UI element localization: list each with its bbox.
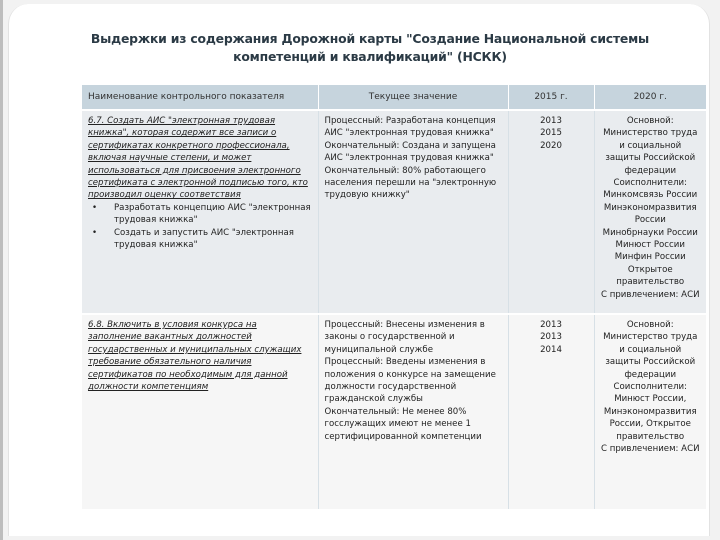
- header-2015: 2015 г.: [508, 85, 594, 110]
- left-accent-bar: [0, 0, 3, 540]
- current-value-cell: Процессный: Разработана концепция АИС "электронная трудовая книжка" Окончательный: Создана и запущена АИС "электронная трудовая книжка" Окончательный: 80% работающего населения перешли на "электронную трудовую книжку": [318, 110, 508, 314]
- header-indicator: Наименование контрольного показателя: [82, 85, 318, 110]
- indicator-cell: [82, 314, 318, 509]
- year-2015-cell: 2013 2013 2014: [508, 314, 594, 509]
- header-2020: 2020 г.: [594, 85, 706, 110]
- bullet-icon: •: [92, 227, 98, 238]
- table-row: [82, 110, 706, 314]
- current-value-cell: Процессный: Внесены изменения в законы о государственной и муниципальной службе Процессный: Введены изменения в положения о конкурсе на замещение должности государственной гражданской службы Окончательный: Не менее 80% госслужащих имеют не менее 1 сертифицированной компетенции: [318, 314, 508, 509]
- header-current: Текущее значение: [318, 85, 508, 110]
- bullet-list: [88, 202, 312, 252]
- list-item: • Создать и запустить АИС "электронная трудовая книжка": [92, 227, 294, 251]
- list-item: • Разработать концепцию АИС "электронная трудовая книжка": [92, 202, 311, 226]
- indicator-text: 6.8. Включить в условия конкурса на заполнение вакантных должностей государственных и муниципальных служащих требование обязательного наличия сертификатов по необходимым для данной должности компетенциям: [88, 320, 302, 393]
- page-title: Выдержки из содержания Дорожной карты "Создание Национальной системы компетенций и квалификаций" (НСКК): [90, 31, 650, 64]
- indicator-text: 6.7. Создать АИС "электронная трудовая книжка", которая содержит все записи о сертификатах конкретного профессионала, включая научные степени, и может использоваться для присвоения электронного сертификата с электронной подписью того, кто производил оценку соответствия: [88, 116, 308, 201]
- table-row: [82, 314, 706, 509]
- roadmap-table: [82, 85, 706, 509]
- year-2020-cell: Основной: Министерство труда и социальной защиты Российской федерации Соисполнители: Минкомсвязь России Минэкономразвития России Минобрнауки России Минюст России Минфин России Открытое правительство С привлечением: АСИ: [594, 110, 706, 314]
- indicator-cell: [82, 110, 318, 314]
- bullet-icon: •: [92, 202, 98, 213]
- year-2020-cell: Основной: Министерство труда и социальной защиты Российской федерации Соисполнители: Минюст России, Минэкономразвития России, Открытое правительство С привлечением: АСИ: [594, 314, 706, 509]
- table-header-row: [82, 85, 706, 110]
- year-2015-cell: 2013 2015 2020: [508, 110, 594, 314]
